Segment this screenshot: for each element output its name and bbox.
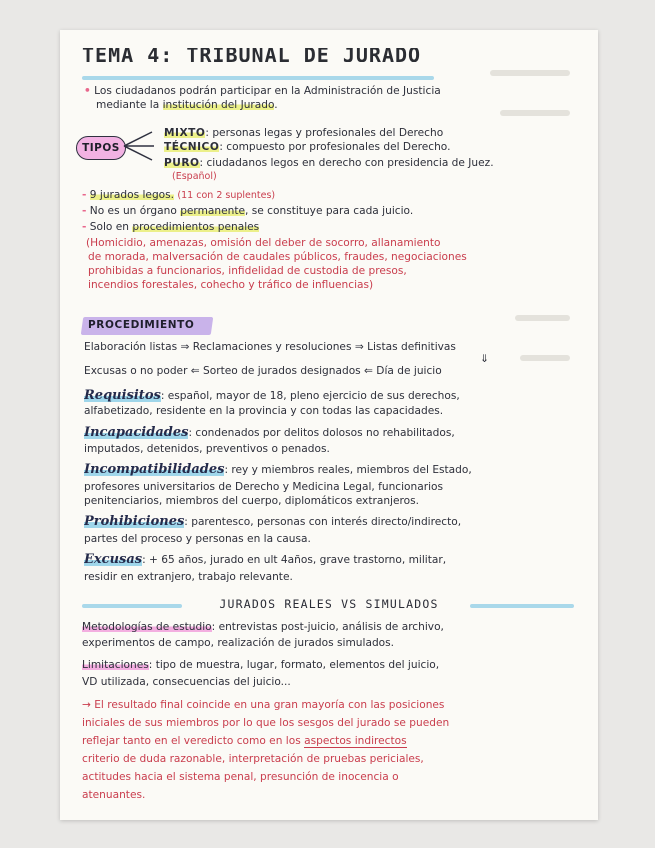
excusas-line-1 — [84, 552, 598, 568]
bleed-through-mark — [515, 315, 570, 321]
incompatibilidades-term: Incompatibilidades — [84, 462, 225, 477]
point-penales — [82, 220, 598, 234]
point-penales-pre: Solo en — [89, 221, 133, 233]
tipo-puro-term: PURO — [164, 157, 200, 169]
limitaciones-line-2: VD utilizada, consecuencias del juicio... — [82, 676, 291, 688]
dash-icon: - — [82, 189, 87, 201]
prohibiciones-line-2: partes del proceso y personas en la causa. — [84, 533, 311, 545]
requisitos-line-1 — [84, 388, 598, 404]
requisitos-term: Requisitos — [84, 388, 161, 403]
tipo-mixto-text: : personas legas y profesionales del Derecho — [205, 127, 444, 139]
incompatibilidades-line-3: penitenciarios, miembros del cuerpo, diplomáticos extranjeros. — [84, 495, 419, 507]
incapacidades-text-1: : condenados por delitos dolosos no rehabilitados, — [188, 427, 455, 439]
procedimiento-flow-2: Excusas o no poder ⇐ Sorteo de jurados designados ⇐ Día de juicio — [84, 365, 442, 377]
tipo-tecnico-text: : compuesto por profesionales del Derecho. — [219, 141, 451, 153]
title-underline — [82, 76, 434, 80]
dash-icon: - — [82, 205, 87, 217]
prohibiciones-text-1: : parentesco, personas con interés directo/indirecto, — [184, 516, 462, 528]
point-penales-hl: procedimientos penales — [132, 221, 260, 233]
bleed-through-mark — [520, 355, 570, 361]
procedimiento-heading: PROCEDIMIENTO — [88, 319, 195, 331]
section2-rule-right — [470, 604, 574, 608]
result-line-3-underlined: aspectos indirectos — [304, 735, 407, 747]
crimes-line-3: prohibidas a funcionarios, infidelidad de custodia de presos, — [88, 265, 407, 277]
requisitos-text-1: : español, mayor de 18, pleno ejercicio de sus derechos, — [160, 390, 460, 402]
tipo-puro — [164, 156, 598, 170]
bleed-through-mark — [490, 70, 570, 76]
tipo-tecnico — [164, 140, 598, 154]
page-title: TEMA 4: TRIBUNAL DE JURADO — [82, 48, 422, 62]
intro-highlight: institución del Jurado — [162, 99, 275, 111]
tipo-mixto-term: MIXTO — [164, 127, 206, 139]
requisitos-line-2: alfabetizado, residente en la provincia y con todas las capacidades. — [84, 405, 444, 417]
incompatibilidades-text-1: : rey y miembros reales, miembros del Estado, — [224, 464, 472, 476]
limitaciones-term: Limitaciones — [82, 659, 149, 671]
tipo-puro-text: : ciudadanos legos en derecho con presidencia de Juez. — [199, 157, 494, 169]
limitaciones-line-1 — [82, 658, 598, 672]
result-line-6: atenuantes. — [82, 789, 146, 801]
metodologias-line-1 — [82, 620, 598, 634]
intro-period: . — [274, 99, 278, 111]
incompatibilidades-line-2: profesores universitarios de Derecho y Medicina Legal, funcionarios — [84, 481, 444, 493]
point-jurados — [82, 188, 598, 203]
excusas-line-2: residir en extranjero, trabajo relevante. — [84, 571, 293, 583]
section2-heading: JURADOS REALES VS SIMULADOS — [219, 597, 439, 611]
bullet-icon: • — [84, 85, 91, 97]
result-line-1: → El resultado final coincide en una gran mayoría con las posiciones — [82, 699, 445, 711]
flow-down-arrow-icon: ⇓ — [480, 353, 489, 365]
incompatibilidades-line-1 — [84, 462, 598, 478]
intro-text-2: mediante la — [96, 99, 163, 111]
result-line-5: actitudes hacia el sistema penal, presunción de inocencia o — [82, 771, 399, 783]
limitaciones-text-1: : tipo de muestra, lugar, formato, elementos del juicio, — [148, 659, 440, 671]
incapacidades-line-2: imputados, detenidos, preventivos o penados. — [84, 443, 330, 455]
procedimiento-flow-1: Elaboración listas ⇒ Reclamaciones y resoluciones ⇒ Listas definitivas — [84, 341, 456, 353]
excusas-text-1: : + 65 años, jurado en ult 4años, grave trastorno, militar, — [142, 554, 447, 566]
point-permanente-pre: No es un órgano — [89, 205, 181, 217]
result-line-2: iniciales de sus miembros por lo que los sesgos del jurado se pueden — [82, 717, 450, 729]
intro-text-1: Los ciudadanos podrán participar en la Administración de Justicia — [94, 85, 441, 97]
crimes-line-1: (Homicidio, amenazas, omisión del deber de socorro, allanamiento — [86, 237, 441, 249]
intro-line-2 — [96, 98, 598, 112]
result-line-3 — [82, 734, 598, 748]
point-permanente-hl: permanente — [180, 205, 246, 217]
dash-icon: - — [82, 221, 87, 233]
result-line-4: criterio de duda razonable, interpretación de pruebas periciales, — [82, 753, 424, 765]
crimes-line-4: incendios forestales, cohecho y tráfico de influencias) — [88, 279, 374, 291]
notebook-page — [60, 30, 598, 820]
tipo-puro-note: (Español) — [172, 171, 217, 182]
intro-line-1 — [84, 84, 598, 98]
prohibiciones-term: Prohibiciones — [84, 514, 185, 529]
metodologias-term: Metodologías de estudio — [82, 621, 212, 633]
point-jurados-note: (11 con 2 suplentes) — [177, 190, 276, 201]
tipo-mixto — [164, 126, 598, 140]
point-permanente-post: , se constituye para cada juicio. — [245, 205, 414, 217]
prohibiciones-line-1 — [84, 514, 598, 530]
tipo-tecnico-term: TÉCNICO — [164, 141, 220, 153]
incapacidades-term: Incapacidades — [84, 425, 189, 440]
metodologias-text-1: : entrevistas post-juicio, análisis de archivo, — [211, 621, 444, 633]
point-jurados-text: 9 jurados legos. — [89, 189, 175, 201]
excusas-term: Excusas — [84, 552, 143, 567]
incapacidades-line-1 — [84, 425, 598, 441]
tipos-branch-icon — [122, 126, 158, 166]
point-permanente — [82, 204, 598, 218]
tipos-badge: TIPOS — [76, 136, 126, 160]
crimes-line-2: de morada, malversación de caudales públicos, fraudes, negociaciones — [88, 251, 467, 263]
metodologias-line-2: experimentos de campo, realización de jurados simulados. — [82, 637, 395, 649]
result-line-3-pre: reflejar tanto en el veredicto como en los — [82, 735, 305, 747]
